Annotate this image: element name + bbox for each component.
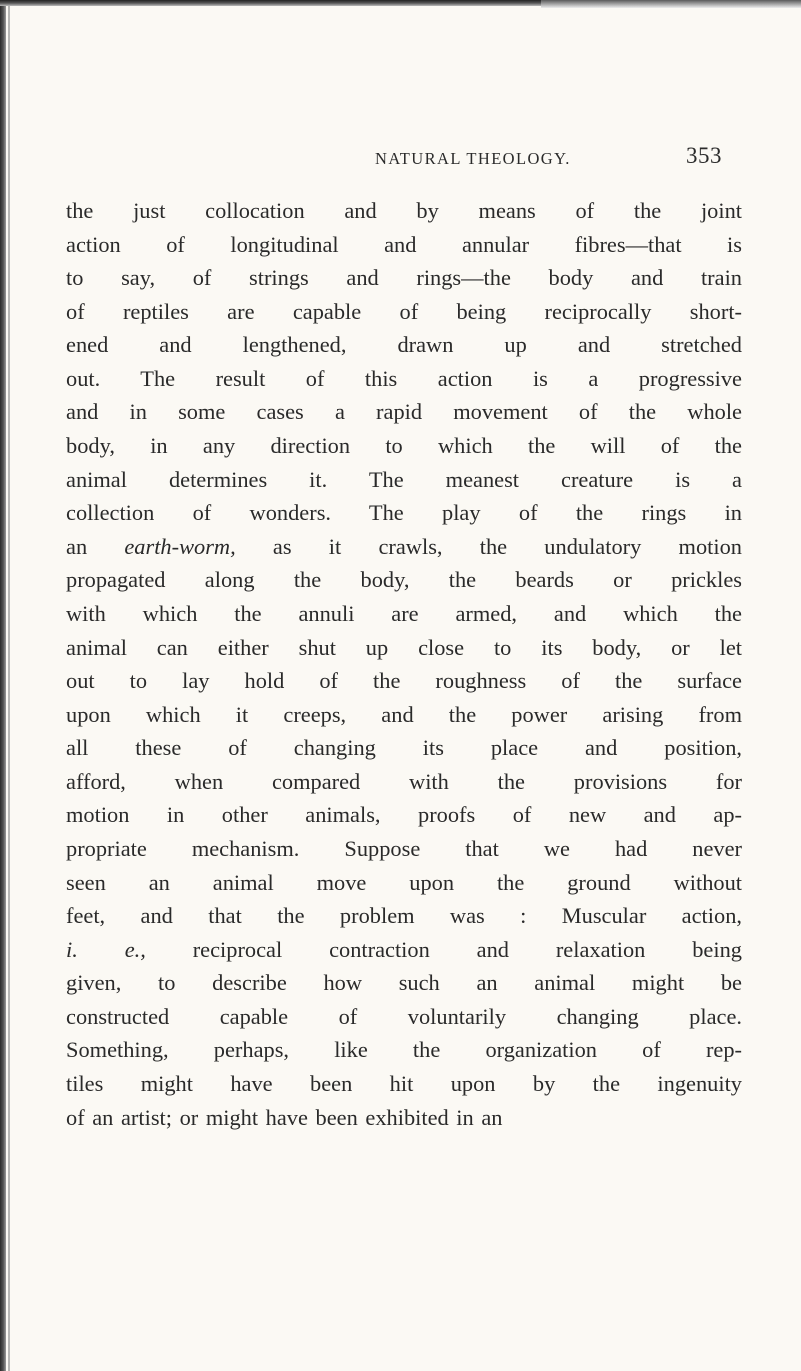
text-line: upon which it creeps, and the power arising from bbox=[66, 701, 742, 727]
text-line: ened and lengthened, drawn up and stretched bbox=[66, 332, 742, 358]
text-span: reciprocal contraction and relaxation being bbox=[145, 936, 742, 962]
text-line bbox=[66, 530, 742, 564]
running-head: NATURAL THEOLOGY. bbox=[375, 149, 571, 168]
text-line: action of longitudinal and annular fibres—that is bbox=[66, 231, 742, 257]
text-line: given, to describe how such an animal might be bbox=[66, 970, 742, 996]
text-line: afford, when compared with the provisions for bbox=[66, 768, 742, 794]
text-line: animal can either shut up close to its body, or let bbox=[66, 634, 742, 660]
text-line: of reptiles are capable of being reciprocally short- bbox=[66, 298, 742, 324]
text-line: Something, perhaps, like the organization of rep- bbox=[66, 1037, 742, 1063]
text-line: the just collocation and by means of the joint bbox=[66, 198, 742, 223]
text-line: motion in other animals, proofs of new and ap- bbox=[66, 802, 742, 828]
body-text bbox=[66, 194, 742, 1134]
text-span: as it crawls, the undulatory motion bbox=[235, 533, 742, 559]
page-number: 353 bbox=[686, 143, 722, 168]
text-line: of an artist; or might have been exhibited in an bbox=[66, 1104, 503, 1130]
text-line: to say, of strings and rings—the body and train bbox=[66, 265, 742, 291]
text-line: and in some cases a rapid movement of the whole bbox=[66, 399, 742, 425]
text-line: propriate mechanism. Suppose that we had never bbox=[66, 835, 742, 861]
top-edge-fade bbox=[541, 0, 801, 8]
text-line: feet, and that the problem was : Muscular action, bbox=[66, 903, 742, 929]
text-line: out. The result of this action is a progressive bbox=[66, 365, 742, 391]
text-line: out to lay hold of the roughness of the surface bbox=[66, 668, 742, 694]
text-line: all these of changing its place and position, bbox=[66, 735, 742, 761]
text-line: seen an animal move upon the ground without bbox=[66, 869, 742, 895]
text-line: propagated along the body, the beards or prickles bbox=[66, 567, 742, 593]
text-line: constructed capable of voluntarily changing place. bbox=[66, 1003, 742, 1029]
text-line: animal determines it. The meanest creature is a bbox=[66, 466, 742, 492]
binding-line bbox=[8, 0, 10, 1371]
italic-term: i. e., bbox=[66, 936, 146, 962]
binding-shadow bbox=[0, 0, 6, 1371]
page-header bbox=[60, 143, 760, 171]
text-line: with which the annuli are armed, and which the bbox=[66, 600, 742, 626]
text-line: collection of wonders. The play of the rings in bbox=[66, 500, 742, 526]
text-line: body, in any direction to which the will of the bbox=[66, 433, 742, 459]
italic-term: earth-worm, bbox=[124, 533, 236, 559]
text-line: tiles might have been hit upon by the ingenuity bbox=[66, 1071, 742, 1097]
text-line bbox=[66, 933, 742, 967]
text-span: an bbox=[66, 533, 125, 559]
